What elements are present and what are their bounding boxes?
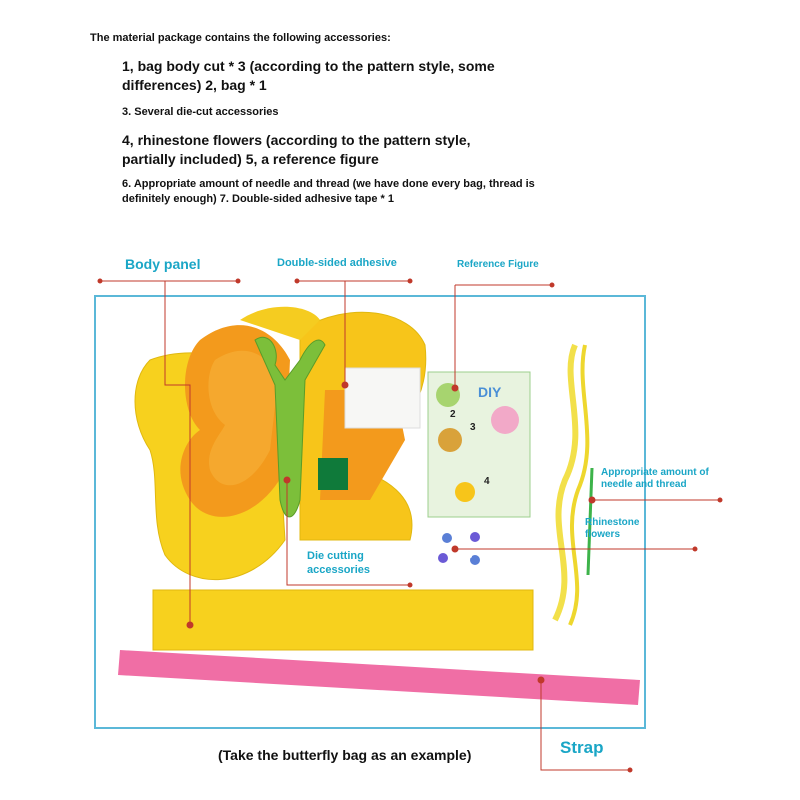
label-body-panel: Body panel bbox=[125, 256, 201, 272]
label-reference-figure: Reference Figure bbox=[457, 259, 539, 270]
label-strap: Strap bbox=[560, 738, 604, 757]
intro-text: The material package contains the following accessories: bbox=[90, 32, 391, 44]
caption: (Take the butterfly bag as an example) bbox=[218, 747, 472, 763]
item-4-text: 4, rhinestone flowers (according to the pattern style, partially included) 5, a reference figure bbox=[122, 132, 471, 167]
reference-step-4: 4 bbox=[484, 476, 490, 487]
label-needle-thread: Appropriate amount of needle and thread bbox=[601, 467, 709, 490]
reference-step-3: 3 bbox=[470, 422, 476, 433]
reference-step-2: 2 bbox=[450, 409, 456, 420]
item-1-text: 1, bag body cut * 3 (according to the pattern style, some differences) 2, bag * 1 bbox=[122, 58, 495, 93]
reference-card-title: DIY bbox=[478, 384, 502, 400]
label-die-cutting: Die cutting accessories bbox=[307, 550, 370, 576]
label-rhinestone-flowers: Rhinestone flowers bbox=[585, 517, 640, 540]
double-sided-adhesive-sheet bbox=[345, 368, 420, 428]
item-6-text: 6. Appropriate amount of needle and thread (we have done every bag, thread is definitely enough) 7. Double-sided adhesive tape * 1 bbox=[122, 178, 535, 205]
die-cut-green-square bbox=[318, 458, 348, 490]
label-double-sided-adhesive: Double-sided adhesive bbox=[277, 257, 397, 269]
body-strip-yellow bbox=[153, 590, 533, 650]
item-3-text: 3. Several die-cut accessories bbox=[122, 106, 279, 118]
